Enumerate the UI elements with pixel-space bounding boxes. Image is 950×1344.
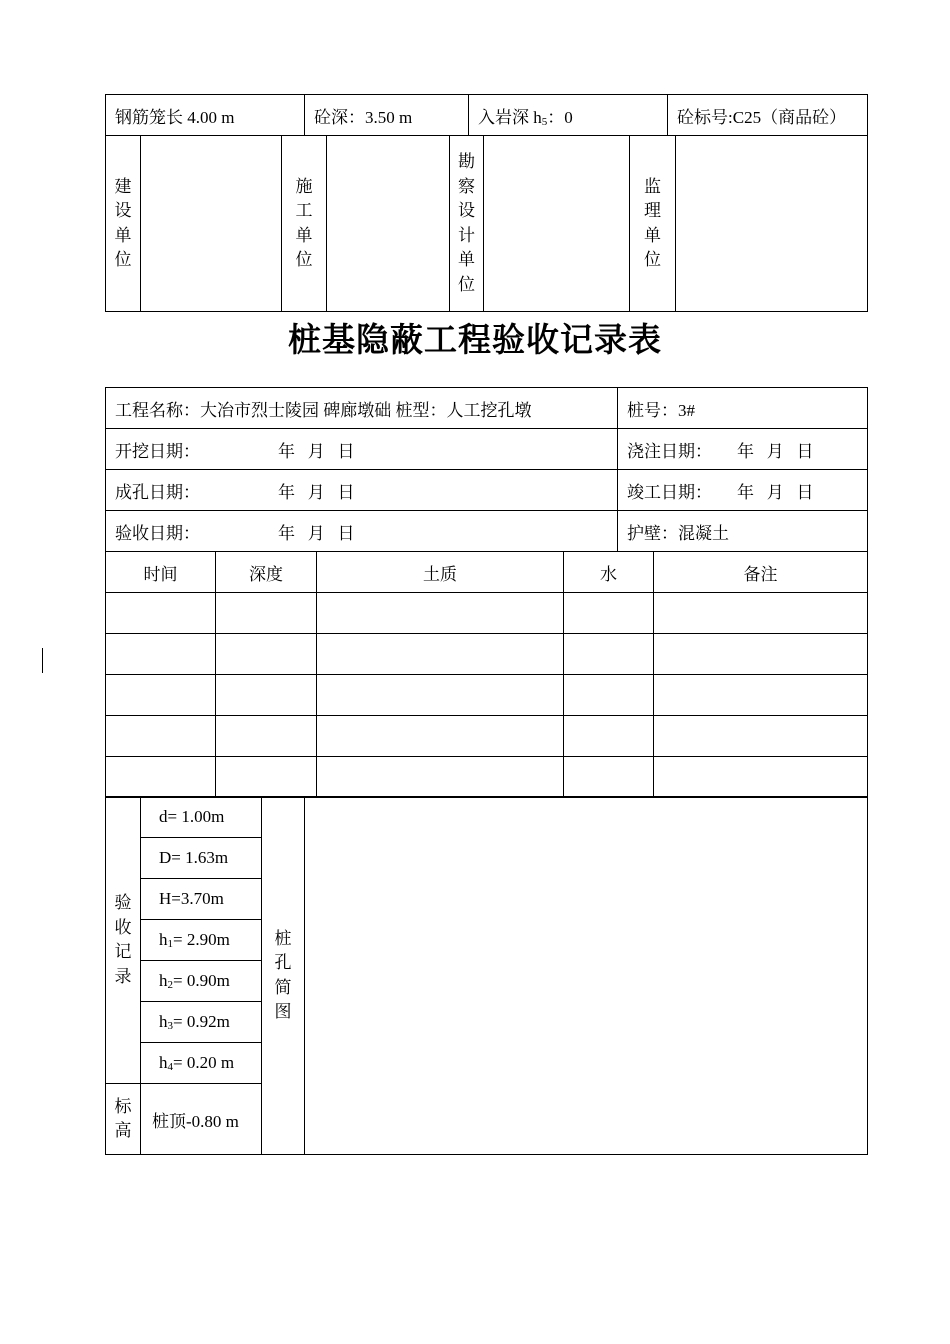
small-diameter-cell: d= 1.00m: [141, 797, 262, 838]
header-depth: 深度: [216, 552, 317, 593]
h1-cell: h1= 2.90m: [141, 920, 262, 961]
dig-date-label: 开挖日期：: [115, 441, 200, 461]
header-time: 时间: [106, 552, 216, 593]
elevation-label: 标 高: [106, 1084, 141, 1155]
hole-date-ymd: 年 月 日: [278, 482, 355, 502]
large-diameter-cell: D= 1.63m: [141, 838, 262, 879]
survey-design-unit-label: 勘 察 设 计 单 位: [450, 136, 484, 312]
finish-date-cell: [618, 470, 868, 511]
table-row: [106, 675, 868, 716]
accept-date-ymd: 年 月 日: [278, 523, 355, 543]
table-row: [106, 716, 868, 757]
rock-depth-value: ：0: [547, 107, 573, 127]
page-title: 桩基隐蔽工程验收记录表: [288, 320, 662, 359]
dig-date-cell: [106, 429, 618, 470]
dig-date-ymd: 年 月 日: [278, 441, 355, 461]
h2-cell: h2= 0.90m: [141, 961, 262, 1002]
rock-depth-label: 入岩深 h: [478, 107, 542, 127]
table-row: [106, 757, 868, 798]
hole-date-label: 成孔日期：: [115, 482, 200, 502]
pile-top-elevation-cell: 桩顶-0.80 m: [141, 1084, 262, 1155]
h4-cell: h4= 0.20 m: [141, 1043, 262, 1084]
builder-unit-value: [327, 136, 450, 312]
acceptance-record-label: 验 收 记 录: [106, 797, 141, 1084]
rock-depth-subscript: 5: [541, 115, 548, 128]
concrete-depth-cell: 砼深：3.50 m: [305, 95, 469, 136]
cage-length-cell: 钢筋笼长 4.00 m: [106, 95, 305, 136]
acceptance-record-table: [105, 796, 868, 1155]
total-depth-cell: H=3.70m: [141, 879, 262, 920]
finish-date-label: 竣工日期：: [627, 482, 712, 502]
top-info-table: [105, 94, 868, 312]
header-water: 水: [564, 552, 654, 593]
accept-date-cell: [106, 511, 618, 552]
finish-date-ymd: 年 月 日: [737, 482, 814, 502]
rock-depth-cell: [469, 95, 668, 136]
pile-sketch-label: 桩 孔 简 图: [262, 797, 305, 1155]
concrete-grade-cell: 砼标号:C25（商品砼）: [668, 95, 868, 136]
table-row: [106, 634, 868, 675]
accept-date-label: 验收日期：: [115, 523, 200, 543]
hole-date-cell: [106, 470, 618, 511]
header-soil: 土质: [317, 552, 564, 593]
pile-sketch-area: [305, 797, 868, 1155]
main-info-table: [105, 387, 868, 798]
survey-design-unit-value: [484, 136, 630, 312]
h3-cell: h3= 0.92m: [141, 1002, 262, 1043]
pour-date-cell: [618, 429, 868, 470]
supervision-unit-label: 监 理 单 位: [630, 136, 676, 312]
pile-number-cell: 桩号：3#: [618, 388, 868, 429]
builder-unit-label: 施 工 单 位: [282, 136, 327, 312]
table-row: [106, 593, 868, 634]
header-remarks: 备注: [654, 552, 868, 593]
pour-date-ymd: 年 月 日: [737, 441, 814, 461]
construction-unit-label: 建 设 单 位: [106, 136, 141, 312]
construction-unit-value: [141, 136, 282, 312]
pour-date-label: 浇注日期：: [627, 441, 712, 461]
wall-type-cell: 护壁：混凝土: [618, 511, 868, 552]
supervision-unit-value: [676, 136, 868, 312]
text-cursor: [42, 648, 43, 673]
project-name-cell: 工程名称：大冶市烈士陵园 碑廊墩础 桩型：人工挖孔墩: [106, 388, 618, 429]
